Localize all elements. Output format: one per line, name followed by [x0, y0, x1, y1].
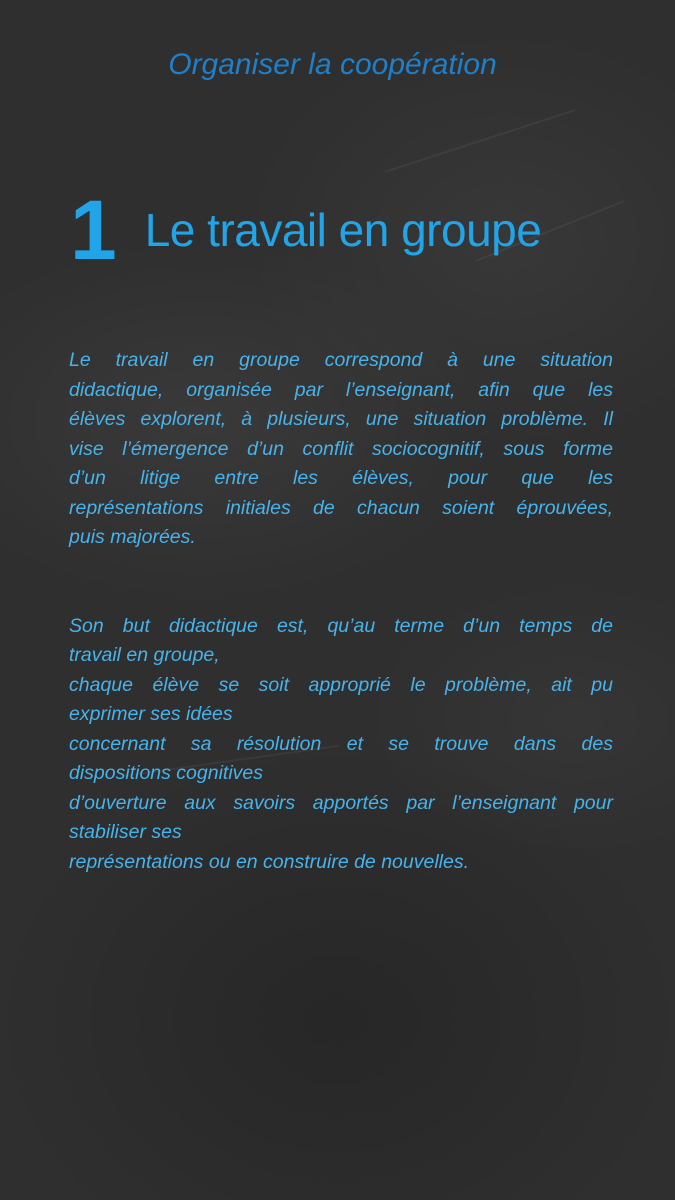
text-line: exprimer ses idées: [69, 703, 233, 725]
text-line: représentations initiales de chacun soient éprouvées,: [69, 496, 613, 519]
text-line: chaque élève se soit approprié le problème, ait pu: [69, 673, 613, 696]
paragraph-2: [69, 612, 613, 878]
text-line: dispositions cognitives: [69, 762, 264, 784]
text-line: représentations ou en construire de nouvelles.: [69, 850, 469, 873]
section-heading: [70, 185, 541, 275]
text-line: travail en groupe,: [69, 644, 220, 666]
text-line: élèves explorent, à plusieurs, une situation problème. Il: [69, 408, 613, 430]
paragraph-1: [69, 346, 613, 553]
section-title: Le travail en groupe: [144, 204, 542, 256]
text-line: concernant sa résolution et se trouve dans des: [69, 732, 613, 755]
page-subtitle: Organiser la coopération: [168, 48, 497, 81]
text-line: stabiliser ses: [69, 821, 182, 843]
section-number: 1: [70, 183, 115, 277]
text-line: d’ouverture aux savoirs apportés par l’enseignant pour: [69, 791, 613, 814]
chalk-streak: [385, 109, 576, 173]
body-text: [69, 346, 613, 877]
paragraph-spacer: [69, 553, 613, 612]
text-line: puis majorées.: [69, 526, 196, 548]
text-line: d’un litige entre les élèves, pour que les: [69, 467, 613, 489]
text-line: didactique, organisée par l’enseignant, afin que les: [69, 378, 613, 401]
text-line: Le travail en groupe correspond à une situation: [69, 349, 613, 371]
text-line: Son but didactique est, qu’au terme d’un temps de: [69, 614, 613, 637]
text-line: vise l’émergence d’un conflit sociocognitif, sous forme: [69, 437, 613, 460]
